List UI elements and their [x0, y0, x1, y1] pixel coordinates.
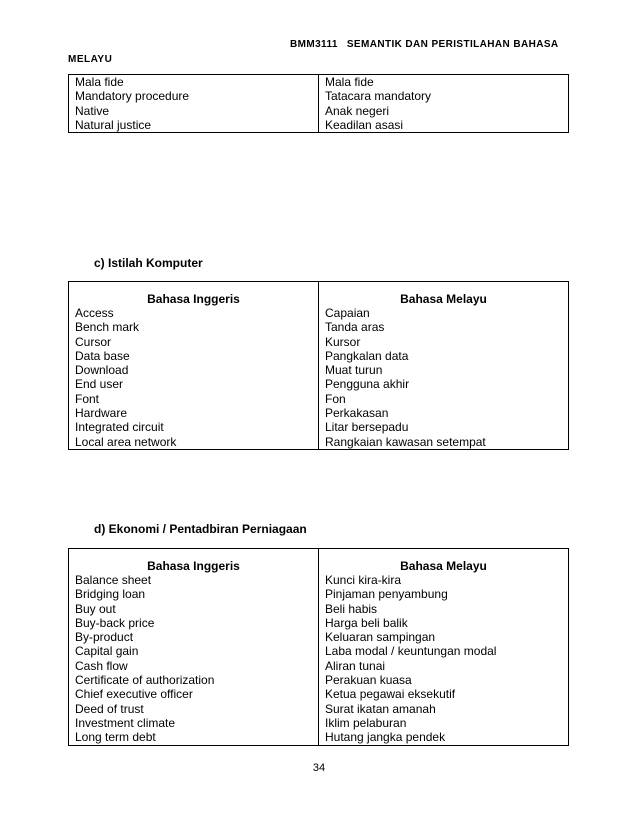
malay-term: Kunci kira-kira	[319, 573, 569, 587]
table-row	[69, 392, 569, 406]
section-heading-economics: d) Ekonomi / Pentadbiran Perniagaan	[94, 522, 307, 536]
malay-term: Keadilan asasi	[319, 118, 569, 133]
english-term: Balance sheet	[69, 573, 319, 587]
table-row	[69, 406, 569, 420]
malay-term: Keluaran sampingan	[319, 630, 569, 644]
malay-term: Pangkalan data	[319, 349, 569, 363]
english-term: By-product	[69, 630, 319, 644]
column-header-english: Bahasa Inggeris	[69, 282, 319, 307]
table-row	[69, 335, 569, 349]
table-row	[69, 349, 569, 363]
table-row	[69, 118, 569, 133]
english-term: Investment climate	[69, 716, 319, 730]
table-row	[69, 673, 569, 687]
table-row	[69, 630, 569, 644]
english-term: Long term debt	[69, 730, 319, 745]
malay-term: Ketua pegawai eksekutif	[319, 687, 569, 701]
malay-term: Aliran tunai	[319, 659, 569, 673]
english-term: End user	[69, 377, 319, 391]
english-term: Natural justice	[69, 118, 319, 133]
english-term: Hardware	[69, 406, 319, 420]
table-row	[69, 687, 569, 701]
column-header-malay: Bahasa Melayu	[319, 282, 569, 307]
english-term: Cash flow	[69, 659, 319, 673]
malay-term: Capaian	[319, 306, 569, 320]
english-term: Bridging loan	[69, 587, 319, 601]
english-term: Bench mark	[69, 320, 319, 334]
economics-terms-table	[68, 548, 569, 746]
course-title-continued: MELAYU	[68, 54, 113, 65]
course-code: BMM3111	[290, 39, 338, 50]
column-header-malay: Bahasa Melayu	[319, 549, 569, 574]
table-row	[69, 306, 569, 320]
english-term: Buy out	[69, 602, 319, 616]
table-row	[69, 435, 569, 450]
english-term: Buy-back price	[69, 616, 319, 630]
column-header-english: Bahasa Inggeris	[69, 549, 319, 574]
table-row	[69, 320, 569, 334]
english-term: Font	[69, 392, 319, 406]
malay-term: Fon	[319, 392, 569, 406]
table-row	[69, 730, 569, 745]
computer-terms-table	[68, 281, 569, 450]
malay-term: Beli habis	[319, 602, 569, 616]
malay-term: Kursor	[319, 335, 569, 349]
malay-term: Tanda aras	[319, 320, 569, 334]
english-term: Deed of trust	[69, 702, 319, 716]
table-row	[69, 363, 569, 377]
malay-term: Iklim pelaburan	[319, 716, 569, 730]
malay-term: Harga beli balik	[319, 616, 569, 630]
english-term: Mala fide	[69, 75, 319, 90]
table-header-row	[69, 282, 569, 307]
table-row	[69, 75, 569, 90]
course-title: SEMANTIK DAN PERISTILAHAN BAHASA	[346, 39, 559, 50]
malay-term: Perakuan kuasa	[319, 673, 569, 687]
english-term: Certificate of authorization	[69, 673, 319, 687]
table-row	[69, 587, 569, 601]
table-row	[69, 659, 569, 673]
malay-term: Perkakasan	[319, 406, 569, 420]
page-number: 34	[312, 762, 326, 774]
malay-term: Pengguna akhir	[319, 377, 569, 391]
malay-term: Litar bersepadu	[319, 420, 569, 434]
table-row	[69, 616, 569, 630]
english-term: Capital gain	[69, 644, 319, 658]
legal-terms-table	[68, 74, 569, 133]
malay-term: Laba modal / keuntungan modal	[319, 644, 569, 658]
malay-term: Muat turun	[319, 363, 569, 377]
malay-term: Anak negeri	[319, 104, 569, 118]
english-term: Local area network	[69, 435, 319, 450]
section-heading-computer: c) Istilah Komputer	[94, 256, 203, 270]
running-header	[290, 39, 559, 50]
table-row	[69, 702, 569, 716]
table-row	[69, 420, 569, 434]
english-term: Access	[69, 306, 319, 320]
english-term: Cursor	[69, 335, 319, 349]
table-row	[69, 104, 569, 118]
english-term: Chief executive officer	[69, 687, 319, 701]
malay-term: Rangkaian kawasan setempat	[319, 435, 569, 450]
table-row	[69, 716, 569, 730]
english-term: Native	[69, 104, 319, 118]
english-term: Integrated circuit	[69, 420, 319, 434]
malay-term: Surat ikatan amanah	[319, 702, 569, 716]
table-row	[69, 89, 569, 103]
malay-term: Mala fide	[319, 75, 569, 90]
english-term: Download	[69, 363, 319, 377]
table-header-row	[69, 549, 569, 574]
malay-term: Tatacara mandatory	[319, 89, 569, 103]
table-row	[69, 377, 569, 391]
english-term: Data base	[69, 349, 319, 363]
malay-term: Hutang jangka pendek	[319, 730, 569, 745]
english-term: Mandatory procedure	[69, 89, 319, 103]
table-row	[69, 573, 569, 587]
table-row	[69, 644, 569, 658]
malay-term: Pinjaman penyambung	[319, 587, 569, 601]
table-row	[69, 602, 569, 616]
